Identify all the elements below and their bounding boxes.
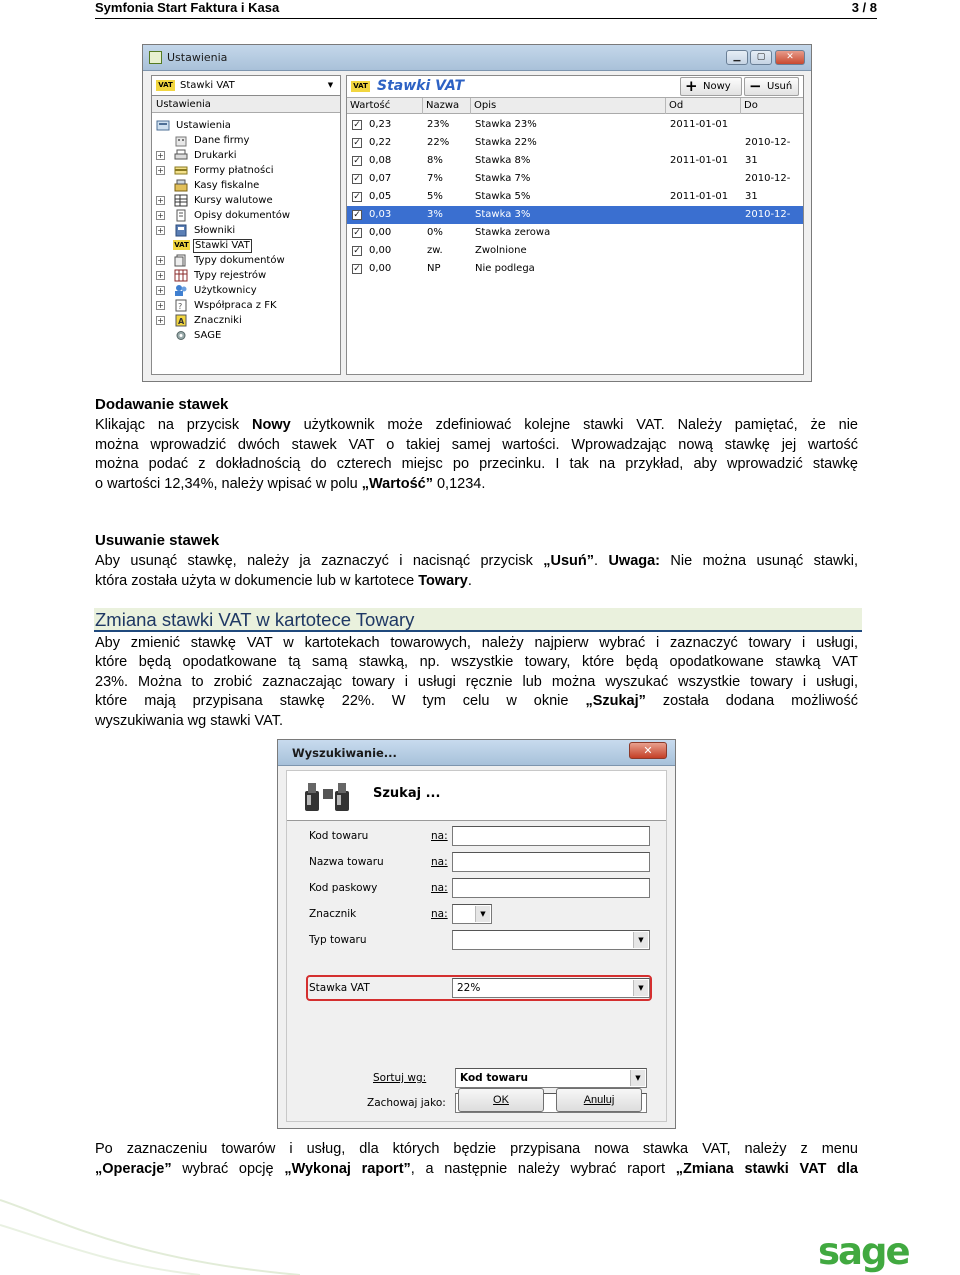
expand-icon[interactable]: +	[157, 166, 164, 175]
search-dialog-title: Wyszukiwanie...	[292, 746, 397, 760]
plus-icon: +	[685, 77, 698, 95]
field-label: Typ towaru	[309, 934, 367, 946]
table-row[interactable]	[347, 188, 803, 206]
row-checkbox[interactable]: ✓	[353, 156, 361, 166]
paragraph-change-line-2: które będą opodatkowane tą samą stawką, np. wszystkie towary, które będą opodatkowane stawką VAT	[95, 654, 858, 670]
cell-do: 2010-12-31	[745, 137, 791, 166]
table-row[interactable]	[347, 224, 803, 242]
field-label: Znacznik	[309, 908, 357, 920]
column-header-opis[interactable]: Opis	[471, 98, 666, 114]
company-icon	[174, 134, 188, 147]
cell-nazwa: 0%	[427, 227, 443, 238]
document-icon	[174, 209, 188, 222]
expand-icon[interactable]: +	[157, 211, 164, 220]
chevron-down-icon[interactable]: ▼	[633, 980, 648, 996]
combo-value: Stawki VAT	[180, 80, 235, 91]
cash-register-icon	[174, 179, 188, 192]
section-heading-change	[94, 608, 862, 632]
kod-towaru-input[interactable]	[452, 826, 650, 846]
tree-item-formy-platnosci[interactable]	[156, 163, 336, 178]
row-checkbox[interactable]: ✓	[353, 210, 361, 220]
integration-icon	[174, 299, 188, 312]
table-row[interactable]	[347, 260, 803, 278]
expand-icon[interactable]: +	[157, 316, 164, 325]
tree-item-label: Użytkownicy	[194, 285, 257, 296]
cell-wartosc: 0,07	[369, 173, 392, 184]
tree-item-stawki-vat[interactable]	[156, 238, 336, 253]
column-header-nazwa[interactable]: Nazwa	[423, 98, 471, 114]
tree-item-dane-firmy[interactable]	[156, 133, 336, 148]
document-types-icon	[174, 254, 188, 267]
paragraph-change-line-5: wyszukiwania wg stawki VAT.	[95, 713, 284, 729]
expand-icon[interactable]: +	[157, 226, 164, 235]
vat-table-header	[347, 98, 803, 114]
tree-item-label: SAGE	[194, 330, 222, 341]
cell-wartosc: 0,03	[369, 209, 392, 220]
cell-od: 2011-01-01	[670, 119, 729, 130]
chevron-down-icon[interactable]: ▼	[633, 932, 648, 948]
cell-do: 2010-12-31	[745, 173, 791, 202]
table-row[interactable]	[347, 152, 803, 170]
field-label: Stawka VAT	[309, 982, 370, 994]
cell-opis: Nie podlega	[475, 263, 535, 274]
settings-icon	[156, 119, 170, 132]
field-na-label: na:	[431, 856, 448, 868]
tree-item-wspolpraca-fk[interactable]	[156, 298, 336, 313]
cell-nazwa: 7%	[427, 173, 443, 184]
sort-select[interactable]: Kod towaru ▼	[455, 1068, 647, 1088]
cell-do: 2010-12-31	[745, 209, 791, 238]
cell-opis: Stawka 8%	[475, 155, 531, 166]
search-header: Szukaj ...	[373, 786, 441, 801]
svg-text:A: A	[178, 317, 185, 326]
tree-item-sage[interactable]	[156, 328, 336, 343]
users-icon	[174, 284, 188, 297]
cell-opis: Stawka 23%	[475, 119, 537, 130]
page-header	[95, 0, 877, 15]
cell-wartosc: 0,23	[369, 119, 392, 130]
tag-icon	[174, 314, 188, 327]
payment-icon	[174, 164, 188, 177]
cell-wartosc: 0,00	[369, 245, 392, 256]
cell-opis: Stawka 3%	[475, 209, 531, 220]
tree-item-label: Drukarki	[194, 150, 237, 161]
tree-item-opisy-dokumentow[interactable]	[156, 208, 336, 223]
tree-item-typy-rejestrow[interactable]	[156, 268, 336, 283]
settings-tree-pane	[151, 75, 341, 375]
tree-item-kasy-fiskalne[interactable]	[156, 178, 336, 193]
header-title: Symfonia Start Faktura i Kasa	[95, 0, 280, 15]
typ-towaru-select[interactable]	[452, 930, 650, 950]
delete-button[interactable]: − Usuń	[744, 77, 799, 96]
row-checkbox[interactable]: ✓	[353, 228, 361, 238]
field-label: Kod towaru	[309, 830, 369, 842]
row-checkbox[interactable]: ✓	[353, 138, 361, 148]
tree-header: Ustawienia	[152, 96, 340, 113]
cancel-button[interactable]: Anuluj	[556, 1088, 642, 1112]
row-checkbox[interactable]: ✓	[353, 192, 361, 202]
expand-icon[interactable]: +	[157, 301, 164, 310]
cell-od: 2011-01-01	[670, 155, 729, 166]
settings-titlebar	[143, 45, 811, 71]
sort-label: Sortuj wg:	[373, 1072, 427, 1084]
cell-opis: Stawka 5%	[475, 191, 531, 202]
chevron-down-icon[interactable]: ▼	[630, 1070, 645, 1086]
cell-nazwa: 22%	[427, 137, 450, 148]
row-checkbox[interactable]: ✓	[353, 120, 361, 130]
paragraph-delete-line-2: która została użyta w dokumencie lub w kartotece Towary.	[95, 573, 472, 589]
search-dialog-titlebar	[278, 740, 675, 766]
paragraph-change-line-4: które mają przypisana stawkę 22%. W tym celu w oknie „Szukaj” została dodana możliwość	[95, 693, 858, 709]
tree-item-typy-dokumentow[interactable]	[156, 253, 336, 268]
tree-item-label-selected: Stawki VAT	[195, 240, 250, 251]
tree-item-slowniki[interactable]	[156, 223, 336, 238]
field-label: Kod paskowy	[309, 882, 378, 894]
settings-window	[142, 44, 812, 382]
stawka-vat-select[interactable]: 22% ▼	[452, 978, 650, 998]
minimize-icon[interactable]: ▁	[726, 50, 748, 65]
column-header-do[interactable]: Do	[744, 100, 758, 111]
header-divider	[95, 18, 877, 19]
save-as-label: Zachowaj jako:	[367, 1097, 446, 1109]
tree-item-label: Dane firmy	[194, 135, 250, 146]
search-banner	[287, 771, 666, 821]
column-header-wartosc[interactable]: Wartość	[347, 98, 423, 114]
close-icon[interactable]: ✕	[629, 742, 667, 759]
cell-nazwa: 23%	[427, 119, 450, 130]
tree-item-label: Formy płatności	[194, 165, 274, 176]
paragraph-add-line-4: o wartości 12,34%, należy wpisać w polu „Wartość” 0,1234.	[95, 476, 486, 492]
vat-icon: VAT	[156, 80, 175, 91]
paragraph-final-line-2: „Operacje” wybrać opcję „Wykonaj raport”, a następnie należy wybrać raport „Zmiana stawki VAT dla	[95, 1161, 859, 1177]
cell-od: 2011-01-01	[670, 191, 729, 202]
kod-paskowy-input[interactable]	[452, 878, 650, 898]
cell-nazwa: 8%	[427, 155, 443, 166]
dictionary-icon	[174, 224, 188, 237]
new-button[interactable]: + Nowy	[680, 77, 742, 96]
paragraph-add-line-3: można podać z dokładnością do czterech miejsc po przecinku. I tak na przykład, aby wprowadzić stawkę	[95, 456, 858, 472]
page-number: 3 / 8	[851, 0, 877, 15]
vat-rates-toolbar	[347, 76, 803, 98]
field-label: Nazwa towaru	[309, 856, 384, 868]
paragraph-add-line-2: można wprowadzić dwóch stawek VAT o takiej samej wartości. Wprowadzając nową stawkę jej wartość	[95, 437, 858, 453]
section-heading-change-text: Zmiana stawki VAT w kartotece Towary	[95, 609, 415, 630]
znacznik-select[interactable]	[452, 904, 492, 924]
svg-text:?: ?	[178, 302, 183, 311]
table-row[interactable]	[347, 242, 803, 260]
tree-item-drukarki[interactable]	[156, 148, 336, 163]
paragraph-final-line-1: Po zaznaczeniu towarów i usług, dla których będzie przypisana nowa stawka VAT, należy z menu	[95, 1141, 858, 1157]
paragraph-change-line-3: 23%. Można to zrobić zaznaczając towary i usługi ręcznie lub można wyszukać wszystkie towary i usługi,	[95, 674, 858, 690]
tree-item-znaczniki[interactable]	[156, 313, 336, 328]
decorative-swoosh	[0, 1180, 300, 1275]
cell-opis: Stawka 7%	[475, 173, 531, 184]
cell-opis: Stawka zerowa	[475, 227, 551, 238]
expand-icon[interactable]: +	[157, 196, 164, 205]
field-na-label: na:	[431, 882, 448, 894]
vat-icon: VAT	[174, 241, 189, 249]
chevron-down-icon[interactable]: ▼	[475, 906, 490, 922]
vat-icon: VAT	[351, 81, 370, 92]
chevron-down-icon[interactable]: ▼	[327, 81, 334, 89]
cell-nazwa: 5%	[427, 191, 443, 202]
row-checkbox[interactable]: ✓	[353, 174, 361, 184]
cell-nazwa: 3%	[427, 209, 443, 220]
gear-icon	[174, 329, 188, 342]
vat-rates-title: Stawki VAT	[377, 78, 465, 94]
tree-item-label: Kasy fiskalne	[194, 180, 260, 191]
tree-root-label: Ustawienia	[176, 120, 231, 131]
tree-item-kursy-walutowe[interactable]	[156, 193, 336, 208]
column-header-od[interactable]: Od	[666, 98, 741, 114]
ok-button[interactable]: OK	[458, 1088, 544, 1112]
paragraph-change-line-1: Aby zmienić stawkę VAT w kartotekach towarowych, należy najpierw wybrać i zaznaczyć towary i usługi,	[95, 635, 858, 651]
field-na-label: na:	[431, 830, 448, 842]
cell-nazwa: NP	[427, 263, 441, 274]
table-row[interactable]	[347, 116, 803, 134]
registers-icon	[174, 269, 188, 282]
tree-item-label: Typy rejestrów	[194, 270, 267, 281]
cell-wartosc: 0,22	[369, 137, 392, 148]
tree-item-label: Kursy walutowe	[194, 195, 273, 206]
section-title-delete: Usuwanie stawek	[95, 532, 220, 549]
cell-wartosc: 0,08	[369, 155, 392, 166]
tree-item-label: Znaczniki	[194, 315, 242, 326]
tree-item-uzytkownicy[interactable]	[156, 283, 336, 298]
expand-icon[interactable]: +	[157, 256, 164, 265]
nazwa-towaru-input[interactable]	[452, 852, 650, 872]
field-na-label: na:	[431, 908, 448, 920]
tree-item-label: Słowniki	[194, 225, 236, 236]
cell-wartosc: 0,00	[369, 227, 392, 238]
search-dialog-body	[286, 770, 667, 1122]
printer-icon	[174, 149, 188, 162]
search-dialog	[277, 739, 676, 1129]
section-title-add: Dodawanie stawek	[95, 396, 229, 413]
cell-wartosc: 0,05	[369, 191, 392, 202]
paragraph-add-line-1: Klikając na przycisk Nowy użytkownik może zdefiniować kolejne stawki VAT. Należy pamiętać, że nie	[95, 417, 858, 433]
close-icon[interactable]: ✕	[775, 50, 805, 65]
tree-item-label: Typy dokumentów	[194, 255, 285, 266]
binoculars-icon	[303, 781, 351, 815]
maximize-icon[interactable]: ▢	[750, 50, 772, 65]
settings-combo[interactable]	[152, 76, 340, 96]
cell-opis: Stawka 22%	[475, 137, 537, 148]
paragraph-delete-line-1: Aby usunąć stawkę, należy ja zaznaczyć i nacisnąć przycisk „Usuń”. Uwaga: Nie można usunąć stawki,	[95, 553, 858, 569]
minus-icon: −	[749, 77, 762, 95]
expand-icon[interactable]: +	[157, 271, 164, 280]
expand-icon[interactable]: +	[157, 286, 164, 295]
vat-rates-pane	[346, 75, 804, 375]
settings-window-title: Ustawienia	[167, 51, 228, 64]
tree-item-label: Współpraca z FK	[194, 300, 277, 311]
row-checkbox[interactable]: ✓	[353, 246, 361, 256]
currency-table-icon	[174, 194, 188, 207]
sage-logo: sage	[818, 1230, 909, 1273]
row-checkbox[interactable]: ✓	[353, 264, 361, 274]
cell-nazwa: zw.	[427, 245, 443, 256]
app-icon	[149, 51, 162, 64]
tree-item-label: Opisy dokumentów	[194, 210, 291, 221]
expand-icon[interactable]: +	[157, 151, 164, 160]
cell-wartosc: 0,00	[369, 263, 392, 274]
cell-opis: Zwolnione	[475, 245, 527, 256]
